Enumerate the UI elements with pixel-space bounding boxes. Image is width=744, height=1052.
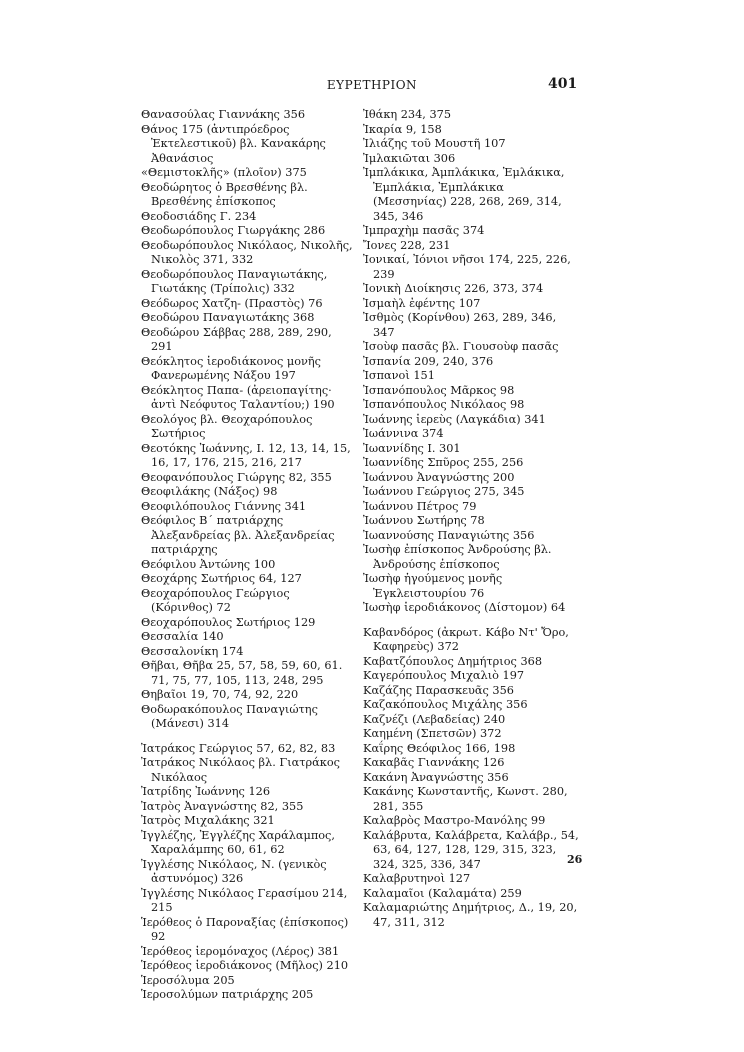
index-entry: Θεόφιλος Β´ πατριάρχης Ἀλεξανδρείας βλ. Ἀλεξανδρείας πατριάρχης <box>141 514 335 556</box>
index-entry: Ἰγγλέζης, Ἐγγλέζης Χαράλαμπος, Χαραλάμπης 60, 61, 62 <box>141 828 335 856</box>
index-entry: Θεοδώρου Παναγιωτάκης 368 <box>141 311 315 324</box>
index-entry: Θεοδωρόπουλος Γιωργάκης 286 <box>141 224 326 237</box>
index-entry: Θεοχαρόπουλος Σωτήριος 129 <box>141 615 316 629</box>
index-entry: Θεοφιλάκης (Νάξος) 98 <box>141 485 278 498</box>
index-entry: Θεοφανόπουλος Γιώργης 82, 355 <box>141 470 332 484</box>
index-entry: Ἰσπανία 209, 240, 376 <box>363 354 494 368</box>
index-entry: Θεοφιλόπουλος Γιάννης 341 <box>141 499 307 513</box>
index-entry: Ἰμλακιῶται 306 <box>363 151 456 165</box>
index-entry: Ἰονικαί, Ἰόνιοι νῆσοι 174, 225, 226, 239 <box>363 253 571 281</box>
index-entry: Ἰσπανόπουλος Μᾶρκος 98 <box>363 383 515 397</box>
index-entry: Κακαβᾶς Γιαννάκης 126 <box>363 756 505 769</box>
index-entry: Θεόδωρος Χατζη- (Πραστὸς) 76 <box>141 296 323 310</box>
index-entry: Ἴονες 228, 231 <box>363 238 451 252</box>
index-entry: «Θεμιστοκλῆς» (πλοῖον) 375 <box>141 166 307 179</box>
index-entry: Ἰσοὺφ πασᾶς βλ. Γιουσοὺφ πασᾶς <box>363 340 559 353</box>
index-entry: Ἰωάννης ἱερεὺς (Λαγκάδια) 341 <box>363 412 546 426</box>
page-number: 401 <box>548 76 578 92</box>
index-entry: Ἰσπανοὶ 151 <box>363 369 435 382</box>
index-entry: Θεόκλητος Παπα- (ἀρειοπαγίτης· ἀντὶ Νεόφυτος Ταλαντίου;) 190 <box>141 383 335 411</box>
index-entry: Ἰκαρία 9, 158 <box>363 122 442 136</box>
index-entry: Ἰατρὸς Μιχαλάκης 321 <box>141 814 275 827</box>
index-entry: Ἰωαννούσης Παναγιώτης 356 <box>363 528 535 542</box>
index-entry: Ἰωσὴφ ἐπίσκοπος Ἀνδρούσης βλ. Ἀνδρούσης ἐπίσκοπος <box>363 543 552 571</box>
index-entry: Ἰωάννου Πέτρος 79 <box>363 499 477 513</box>
running-header: ΕΥΡΕΤΗΡΙΟΝ <box>326 78 418 92</box>
index-entry: Καβατζόπουλος Δημήτριος 368 <box>363 654 543 668</box>
index-entry: Ἰατράκος Γεώργιος 57, 62, 82, 83 <box>141 741 336 755</box>
index-entry: Καζάζης Παρασκευᾶς 356 <box>363 683 514 697</box>
index-entry: Ἰονικὴ Διοίκησις 226, 373, 374 <box>363 282 544 295</box>
index-entry: Καζακόπουλος Μιχάλης 356 <box>363 698 528 711</box>
index-section-iota <box>141 742 353 1003</box>
index-entry: Ἰσθμὸς (Κορίνθου) 263, 289, 346, 347 <box>363 311 557 339</box>
index-entry: Κακάνης Κωνσταντῆς, Κωνστ. 280, 281, 355 <box>363 785 568 813</box>
index-entry: Θεοχαρόπουλος Γεώργιος (Κόρινθος) 72 <box>141 586 290 614</box>
index-entry: Θανασούλας Γιαννάκης 356 <box>141 108 306 121</box>
index-entry: Ἰγγλέσης Νικόλαος Γερασίμου 214, 215 <box>141 886 348 914</box>
index-entry: Ἰμπλάκικα, Ἀμπλάκικα, Ἐμλάκικα, Ἐμπλάκια, Ἐμπλάκικα (Μεσσηνίας) 228, 268, 269, 314, 345, 346 <box>363 166 565 223</box>
index-entry: Καλαμαῖοι (Καλαμάτα) 259 <box>363 886 522 900</box>
index-entry: Θοδωρακόπουλος Παναγιώτης (Μάνεσι) 314 <box>141 702 318 730</box>
index-entry: Ἱεροσολύμων πατριάρχης 205 <box>141 988 314 1001</box>
index-entry: Ἰωαννίδης Σπῦρος 255, 256 <box>363 456 524 469</box>
index-entry: Θεοδωρόπουλος Παναγιωτάκης, Γιωτάκης (Τρίπολις) 332 <box>141 267 328 295</box>
index-entry: Θεοδώρου Σάββας 288, 289, 290, 291 <box>141 325 332 353</box>
index-entry: Καΐρης Θεόφιλος 166, 198 <box>363 741 516 755</box>
index-entry: Ἰατρίδης Ἰωάννης 126 <box>141 785 271 798</box>
index-entry: Ἱεροσόλυμα 205 <box>141 973 235 987</box>
index-entry: Ἰωσὴφ ἱεροδιάκονος (Δίστομον) 64 <box>363 601 566 614</box>
index-entry: Ἰθάκη 234, 375 <box>363 108 452 121</box>
index-section-kappa <box>363 625 583 931</box>
section-divider <box>363 616 580 626</box>
index-entry: Θεσσαλία 140 <box>141 630 224 643</box>
index-entry: Καγερόπουλος Μιχαλιὸ 197 <box>363 669 525 682</box>
index-entry: Κακάνη Ἀναγνώστης 356 <box>363 770 509 784</box>
index-entry: Θεόφιλου Ἀντώνης 100 <box>141 557 276 571</box>
index-entry: Ἰωαννίδης Ι. 301 <box>363 441 461 455</box>
index-entry: Καλάβρυτα, Καλάβρετα, Καλάβρ., 54, 63, 64, 127, 128, 129, 315, 323, 324, 325, 336, 347 <box>363 828 579 871</box>
index-entry: Ἰωάννινα 374 <box>363 427 444 440</box>
index-entry: Καλαμαριώτης Δημήτριος, Δ., 19, 20, 47, 311, 312 <box>363 901 578 929</box>
index-entry: Καβανδόρος (ἀκρωτ. Κάβο Ντ' Ὄρο, Καφηρεὺς) 372 <box>363 625 569 653</box>
index-entry: Θεολόγος βλ. Θεοχαρόπουλος Σωτήριος <box>141 412 313 440</box>
index-entry: Ἱερόθεος ἱερομόναχος (Λέρος) 381 <box>141 944 340 958</box>
index-entry: Ἰατρὸς Ἀναγνώστης 82, 355 <box>141 799 304 813</box>
index-entry: Καλαβρὸς Μαστρο-Μανόλης 99 <box>363 814 546 827</box>
index-entry: Θεόκλητος ἱεροδιάκονος μονῆς Φανερωμένης Νάξου 197 <box>141 354 322 382</box>
index-entry: Θεοδωρόπουλος Νικόλαος, Νικολῆς, Νικολὸς 371, 332 <box>141 238 353 266</box>
index-entry: Θεσσαλονίκη 174 <box>141 644 244 658</box>
index-entry: Ἰγγλέσης Νικόλαος, Ν. (γενικὸς ἀστυνόμος) 326 <box>141 857 327 885</box>
index-column-left <box>141 108 353 1003</box>
index-entry: Καλαβρυτηνοὶ 127 <box>363 872 471 885</box>
index-entry: Ἰατράκος Νικόλαος βλ. Γιατράκος Νικόλαος <box>141 756 340 784</box>
index-entry: Ἰωάννου Ἀναγνώστης 200 <box>363 470 515 484</box>
signature-mark: 26 <box>567 853 583 866</box>
index-entry: Ἱερόθεος ὁ Παροναξίας (ἐπίσκοπος) 92 <box>141 915 349 943</box>
index-entry: Θῆβαι, Θῆβα 25, 57, 58, 59, 60, 61. 71, 75, 77, 105, 113, 248, 295 <box>141 659 343 687</box>
index-section-iota-continued <box>363 108 580 616</box>
index-entry: Ἰωάννου Σωτήρης 78 <box>363 514 485 527</box>
index-section-theta <box>141 108 353 732</box>
index-entry: Θεοδώρητος ὁ Βρεσθένης βλ. Βρεσθένης ἐπίσκοπος <box>141 180 308 208</box>
index-entry: Ἰμπραχὴμ πασᾶς 374 <box>363 224 485 237</box>
index-entry: Θάνος 175 (ἀντιπρόεδρος Ἐκτελεστικοῦ) βλ. Κανακάρης Ἀθανάσιος <box>141 122 326 165</box>
index-entry: Ἰωάννου Γεώργιος 275, 345 <box>363 485 525 498</box>
index-entry: Καημένη (Σπετσῶν) 372 <box>363 727 502 740</box>
index-entry: Ἰωσὴφ ἡγούμενος μονῆς Ἐγκλειστουρίου 76 <box>363 572 503 600</box>
index-entry: Θεοχάρης Σωτήριος 64, 127 <box>141 572 302 585</box>
index-entry: Ἰσμαὴλ ἐφέντης 107 <box>363 296 481 310</box>
index-entry: Καζνέζι (Λεβαδείας) 240 <box>363 712 506 726</box>
index-entry: Θεοτόκης Ἰωάννης, Ι. 12, 13, 14, 15, 16, 17, 176, 215, 216, 217 <box>141 441 351 469</box>
index-entry: Ἱερόθεος ἱεροδιάκονος (Μῆλος) 210 <box>141 959 349 972</box>
index-entry: Ἰσπανόπουλος Νικόλαος 98 <box>363 398 525 411</box>
section-divider <box>141 732 353 742</box>
index-entry: Θεοδοσιάδης Γ. 234 <box>141 209 257 223</box>
index-entry: Ἰλιάζης τοῦ Μουστῆ 107 <box>363 137 506 150</box>
index-entry: Θηβαῖοι 19, 70, 74, 92, 220 <box>141 688 299 701</box>
index-column-right <box>363 108 583 930</box>
